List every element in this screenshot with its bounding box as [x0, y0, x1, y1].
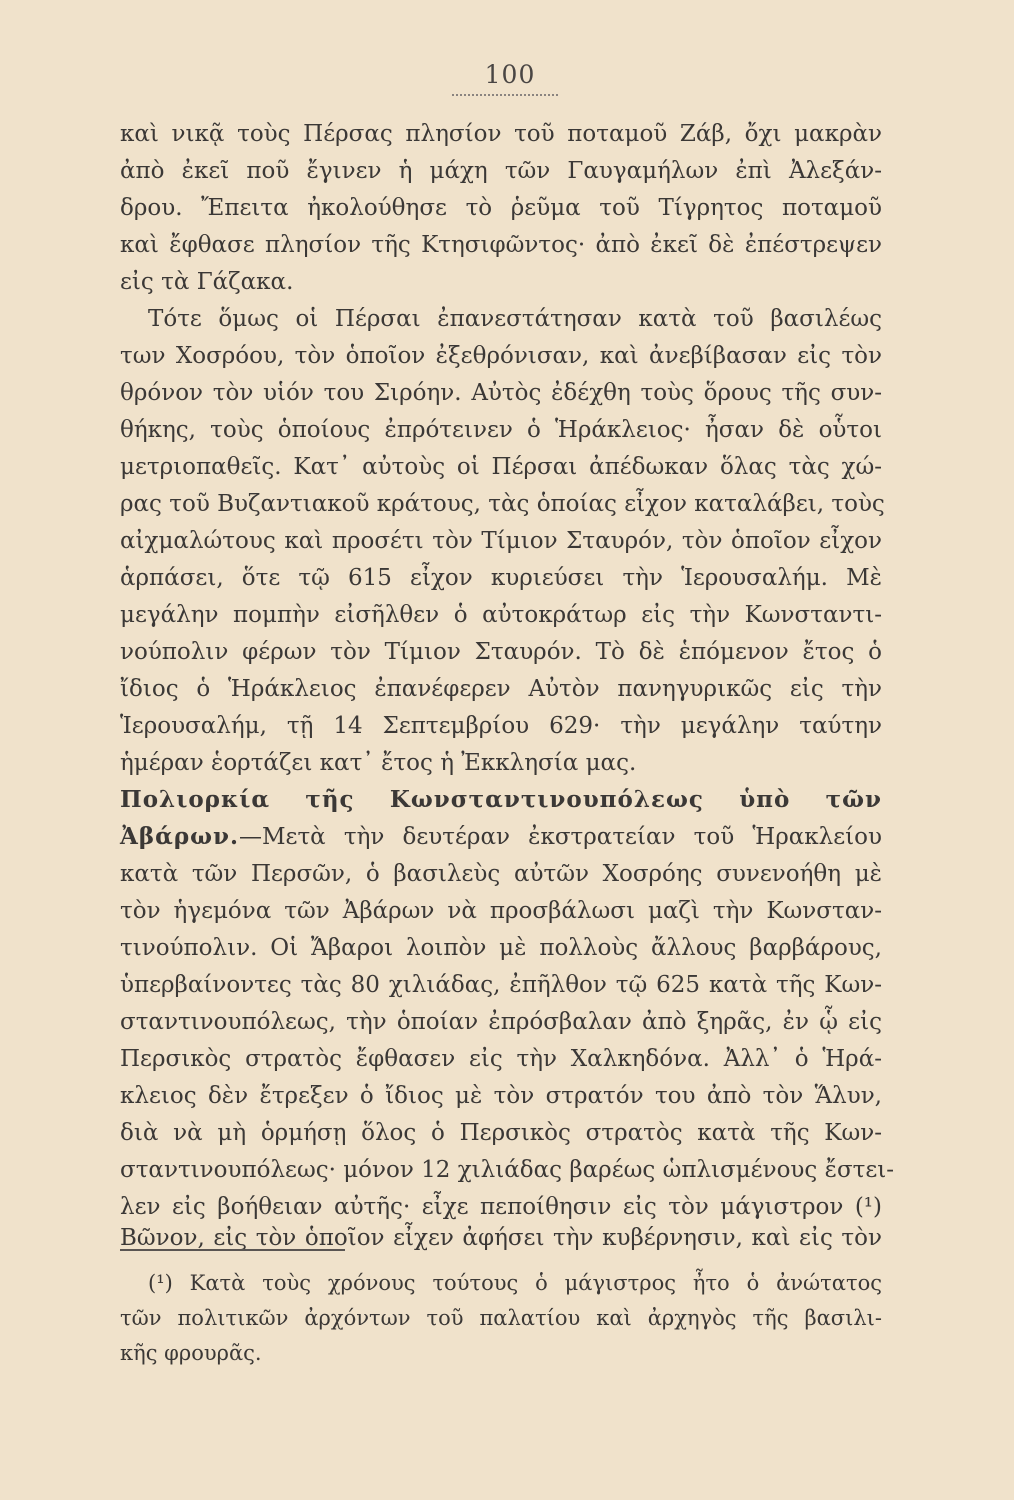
text-line: Τότε ὅμως οἱ Πέρσαι ἐπανεστάτησαν κατὰ τοῦ βασιλέως [148, 306, 882, 332]
text-line: καὶ νικᾷ τοὺς Πέρσας πλησίον τοῦ ποταμοῦ Ζάβ, ὄχι μακρὰν [120, 121, 882, 147]
footnote-line: κῆς φρουρᾶς. [120, 1341, 262, 1365]
page-number: 100 [484, 60, 536, 89]
text-line: θρόνον τὸν υἱόν του Σιρόην. Αὐτὸς ἐδέχθη τοὺς ὅρους τῆς συν- [120, 380, 882, 406]
text-line: των Χοσρόου, τὸν ὁποῖον ἐξεθρόνισαν, καὶ ἀνεβίβασαν εἰς τὸν [120, 343, 882, 369]
section-heading-end: Ἀβάρων. [120, 823, 239, 850]
text-line: σταντινουπόλεως· μόνον 12 χιλιάδας βαρέως ὡπλισμένους ἔστει- [120, 1157, 895, 1183]
text-line: τινούπολιν. Οἱ Ἄβαροι λοιπὸν μὲ πολλοὺς ἄλλους βαρβάρους, [120, 935, 882, 961]
footnote-line: (¹) Κατὰ τοὺς χρόνους τούτους ὁ μάγιστρος ἦτο ὁ ἀνώτατος [148, 1271, 882, 1295]
text-line: κατὰ τῶν Περσῶν, ὁ βασιλεὺς αὐτῶν Χοσρόης συνενοήθη μὲ [120, 861, 882, 887]
text-line: μεγάλην πομπὴν εἰσῆλθεν ὁ αὐτοκράτωρ εἰς τὴν Κωνσταντι- [120, 602, 882, 628]
text-line: Περσικὸς στρατὸς ἔφθασεν εἰς τὴν Χαλκηδόνα. Ἀλλ᾽ ὁ Ἡρά- [120, 1046, 882, 1072]
text-line: νούπολιν φέρων τὸν Τίμιον Σταυρόν. Τὸ δὲ ἑπόμενον ἔτος ὁ [120, 639, 882, 665]
text-line: καὶ ἔφθασε πλησίον τῆς Κτησιφῶντος· ἀπὸ ἐκεῖ δὲ ἐπέστρεψεν [120, 232, 882, 258]
text-line: ρας τοῦ Βυζαντιακοῦ κράτους, τὰς ὁποίας εἶχον καταλάβει, τοὺς [120, 491, 885, 517]
text-line: ἁρπάσει, ὅτε τῷ 615 εἶχον κυριεύσει τὴν Ἱερουσαλήμ. Μὲ [120, 565, 882, 591]
text-line: διὰ νὰ μὴ ὁρμήσῃ ὅλος ὁ Περσικὸς στρατὸς κατὰ τῆς Κων- [120, 1120, 882, 1146]
section-heading: Πολιορκία τῆς Κωνσταντινουπόλεως ὑπὸ τῶν [120, 786, 882, 813]
text-line: λεν εἰς βοήθειαν αὐτῆς· εἶχε πεποίθησιν εἰς τὸν μάγιστρον (¹) [120, 1194, 882, 1220]
text-line: θήκης, τοὺς ὁποίους ἐπρότεινεν ὁ Ἡράκλειος· ἦσαν δὲ οὗτοι [120, 417, 882, 443]
text-line: Ἱερουσαλήμ, τῇ 14 Σεπτεμβρίου 629· τὴν μεγάλην ταύτην [120, 713, 882, 739]
page-number-rule [452, 94, 558, 96]
text-line: ἴδιος ὁ Ἡράκλειος ἐπανέφερεν Αὐτὸν πανηγυρικῶς εἰς τὴν [120, 676, 882, 702]
footnote-line: τῶν πολιτικῶν ἀρχόντων τοῦ παλατίου καὶ ἀρχηγὸς τῆς βασιλι- [120, 1306, 882, 1330]
text-line: ὑπερβαίνοντες τὰς 80 χιλιάδας, ἐπῆλθον τῷ 625 κατὰ τῆς Κων- [120, 972, 882, 998]
text-line: εἰς τὰ Γάζακα. [120, 269, 294, 295]
text-line: τὸν ἡγεμόνα τῶν Ἀβάρων νὰ προσβάλωσι μαζὶ τὴν Κωνσταν- [120, 898, 882, 924]
text-line: κλειος δὲν ἔτρεξεν ὁ ἴδιος μὲ τὸν στρατόν του ἀπὸ τὸν Ἅλυν, [120, 1083, 882, 1109]
footnote-rule [120, 1249, 345, 1251]
text-line: αἰχμαλώτους καὶ προσέτι τὸν Τίμιον Σταυρόν, τὸν ὁποῖον εἶχον [120, 528, 882, 554]
text-line: ἀπὸ ἐκεῖ ποῦ ἔγινεν ἡ μάχη τῶν Γαυγαμήλων ἐπὶ Ἀλεξάν- [120, 158, 882, 184]
section-heading-line-2 [120, 821, 882, 853]
text-line: σταντινουπόλεως, τὴν ὁποίαν ἐπρόσβαλαν ἀπὸ ξηρᾶς, ἐν ᾧ εἰς [120, 1009, 882, 1035]
text-line: μετριοπαθεῖς. Κατ᾽ αὐτοὺς οἱ Πέρσαι ἀπέδωκαν ὅλας τὰς χώ- [120, 454, 882, 480]
text-line: Βῶνον, εἰς τὸν ὁποῖον εἶχεν ἀφήσει τὴν κυβέρνησιν, καὶ εἰς τὸν [120, 1225, 882, 1251]
text-line: —Μετὰ τὴν δευτέραν ἐκστρατείαν τοῦ Ἡρακλείου [238, 824, 882, 850]
text-line: δρου. Ἔπειτα ἠκολούθησε τὸ ῥεῦμα τοῦ Τίγρητος ποταμοῦ [120, 195, 882, 221]
text-line: ἡμέραν ἑορτάζει κατ᾽ ἔτος ἡ Ἐκκλησία μας. [120, 750, 637, 776]
